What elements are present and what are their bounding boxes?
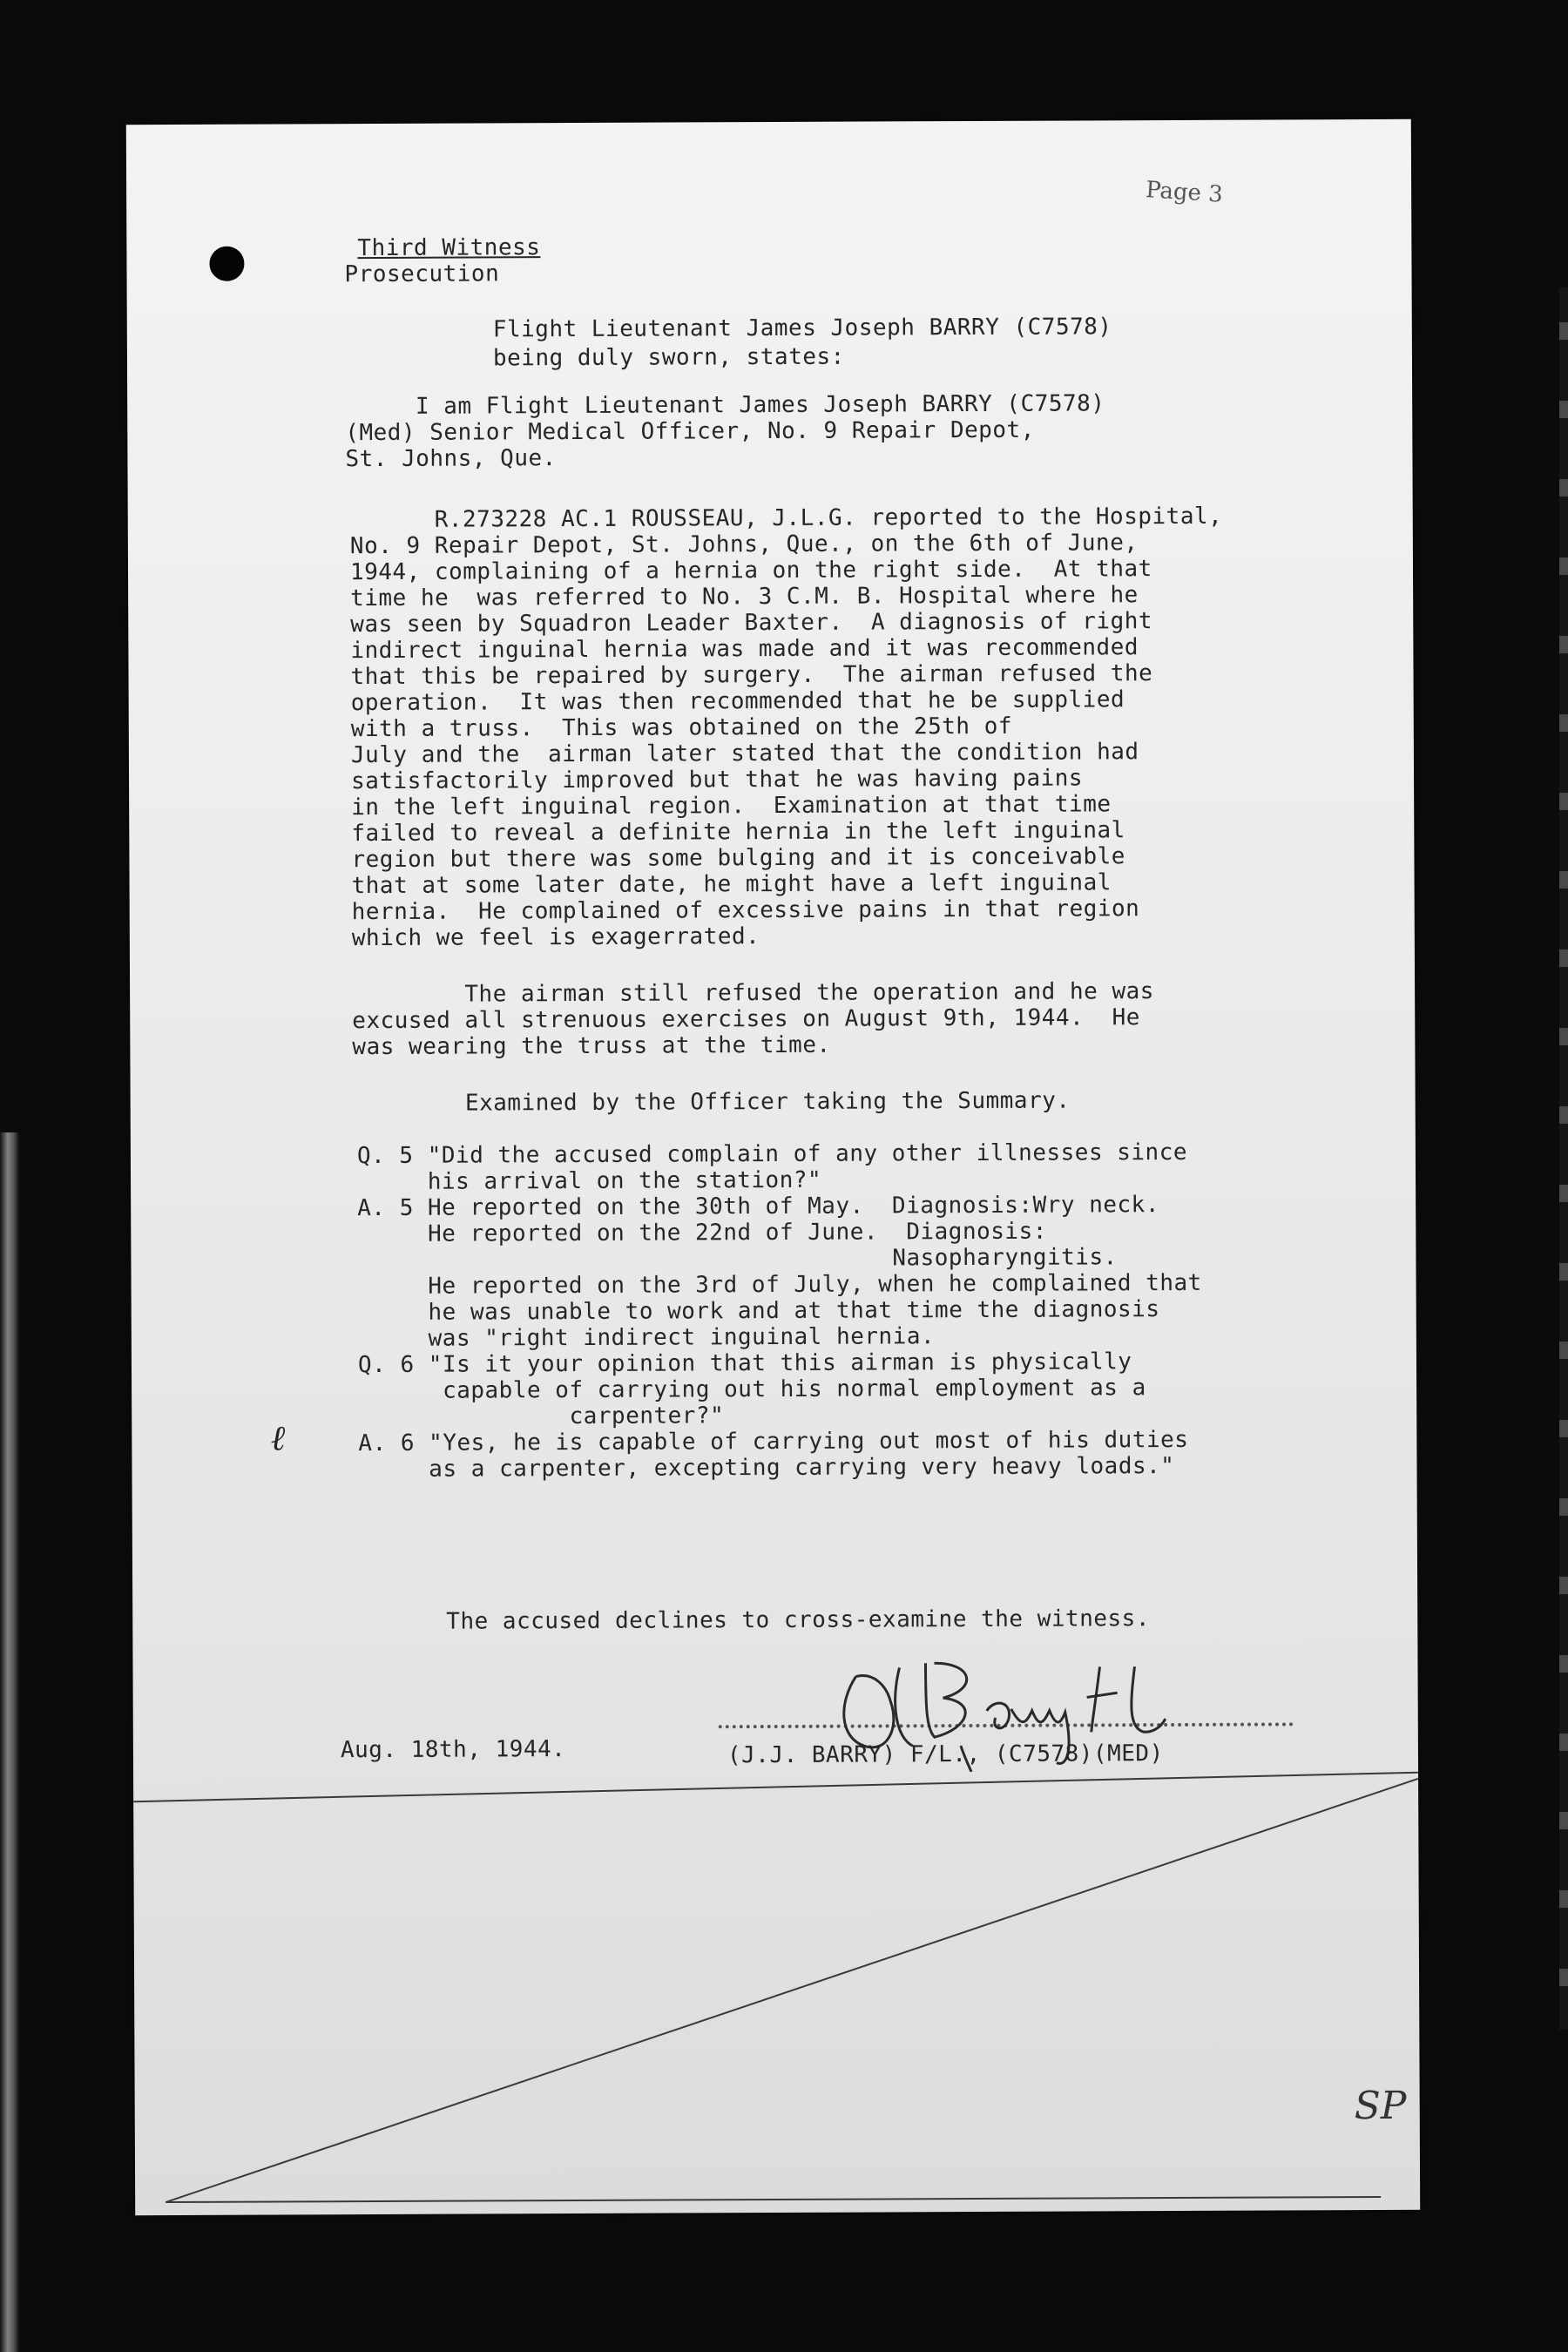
statement-line: I am Flight Lieutenant James Joseph BARRY (C7578) <box>345 390 1105 421</box>
qa-line: was "right indirect inguinal hernia. <box>357 1323 936 1353</box>
text-line: time he was referred to No. 3 C.M. B. Hospital where he <box>350 582 1139 612</box>
text-line: that this be repaired by surgery. The airman refused the <box>350 660 1153 691</box>
paragraph-refusal <box>352 978 1154 1060</box>
text-line: with a truss. This was obtained on the 25th of <box>350 713 1013 743</box>
qa-line: Q. 5 "Did the accused complain of any other illnesses since <box>356 1139 1188 1170</box>
page-number: Page 3 <box>1145 177 1224 208</box>
text-line: that at some later date, he might have a left inguinal <box>351 869 1112 900</box>
text-line: was wearing the truss at the time. <box>352 1031 831 1061</box>
corner-initials: SP <box>1354 2083 1407 2129</box>
statement-line: (Med) Senior Medical Officer, No. 9 Repair Depot, <box>345 416 1035 447</box>
text-line: July and the airman later stated that the condition had <box>350 739 1139 769</box>
text-line: which we feel is exagerrated. <box>351 923 760 952</box>
film-edge-right <box>1559 287 1568 2030</box>
qa-line: carpenter?" <box>358 1402 725 1431</box>
text-line: indirect inguinal hernia was made and it was recommended <box>350 634 1139 665</box>
film-edge-left <box>0 1132 19 2352</box>
heading-subtitle: Prosecution <box>344 260 500 288</box>
text-line: R.273228 AC.1 ROUSSEAU, J.L.G. reported to the Hospital, <box>349 503 1223 534</box>
qa-line: A. 5 He reported on the 30th of May. Diagnosis:Wry neck. <box>357 1192 1160 1222</box>
qa-line: capable of carrying out his normal employment as a <box>358 1375 1146 1405</box>
heading-title: Third Witness <box>357 234 541 262</box>
qa-line: he was unable to work and at that time the diagnosis <box>357 1296 1160 1327</box>
qa-line: Nasopharyngitis. <box>357 1244 1118 1274</box>
margin-handwritten-mark: ℓ <box>271 1417 287 1459</box>
sworn-line: being duly sworn, states: <box>492 343 845 372</box>
paragraph-hospital <box>350 504 1225 951</box>
qa-line: as a carpenter, excepting carrying very heavy loads." <box>358 1452 1175 1484</box>
text-line: failed to reveal a definite hernia in the left inguinal <box>351 817 1125 848</box>
text-line: hernia. He complained of excessive pains in that region <box>351 896 1140 926</box>
text-line: satisfactorily improved but that he was having pains <box>350 765 1084 795</box>
text-line: operation. It was then recommended that he be supplied <box>350 686 1125 717</box>
document-page <box>126 119 1420 2215</box>
signature-caption: (J.J. BARRY) F/L., (C7578)(MED) <box>727 1740 1164 1769</box>
qa-line: He reported on the 22nd of June. Diagnosis: <box>357 1218 1047 1248</box>
text-line: No. 9 Repair Depot, St. Johns, Que., on the 6th of June, <box>349 530 1139 560</box>
question-answer-block <box>357 1139 1203 1483</box>
text-line: The airman still refused the operation and he was <box>352 978 1154 1009</box>
witness-name: Flight Lieutenant James Joseph BARRY (C7578) <box>492 314 1112 343</box>
text-line: 1944, complaining of a hernia on the right side. At that <box>349 556 1152 586</box>
statement-intro <box>345 390 1105 472</box>
declines-line: The accused declines to cross-examine the witness. <box>446 1605 1151 1635</box>
qa-line: A. 6 "Yes, he is capable of carrying out most of his duties <box>358 1426 1189 1457</box>
qa-line: his arrival on the station?" <box>357 1166 822 1196</box>
qa-line: He reported on the 3rd of July, when he complained that <box>357 1269 1202 1301</box>
date-line: Aug. 18th, 1944. <box>340 1736 566 1764</box>
statement-line: St. Johns, Que. <box>345 445 557 473</box>
text-line: region but there was some bulging and it is conceivable <box>351 843 1125 874</box>
text-line: in the left inguinal region. Examination at that time <box>351 791 1112 821</box>
text-line: was seen by Squadron Leader Baxter. A diagnosis of right <box>350 608 1153 639</box>
punch-hole <box>209 247 244 281</box>
examined-line: Examined by the Officer taking the Summary. <box>352 1087 1071 1118</box>
qa-line: Q. 6 "Is it your opinion that this airman is physically <box>357 1348 1132 1379</box>
text-line: excused all strenuous exercises on August 9th, 1944. He <box>352 1004 1140 1035</box>
